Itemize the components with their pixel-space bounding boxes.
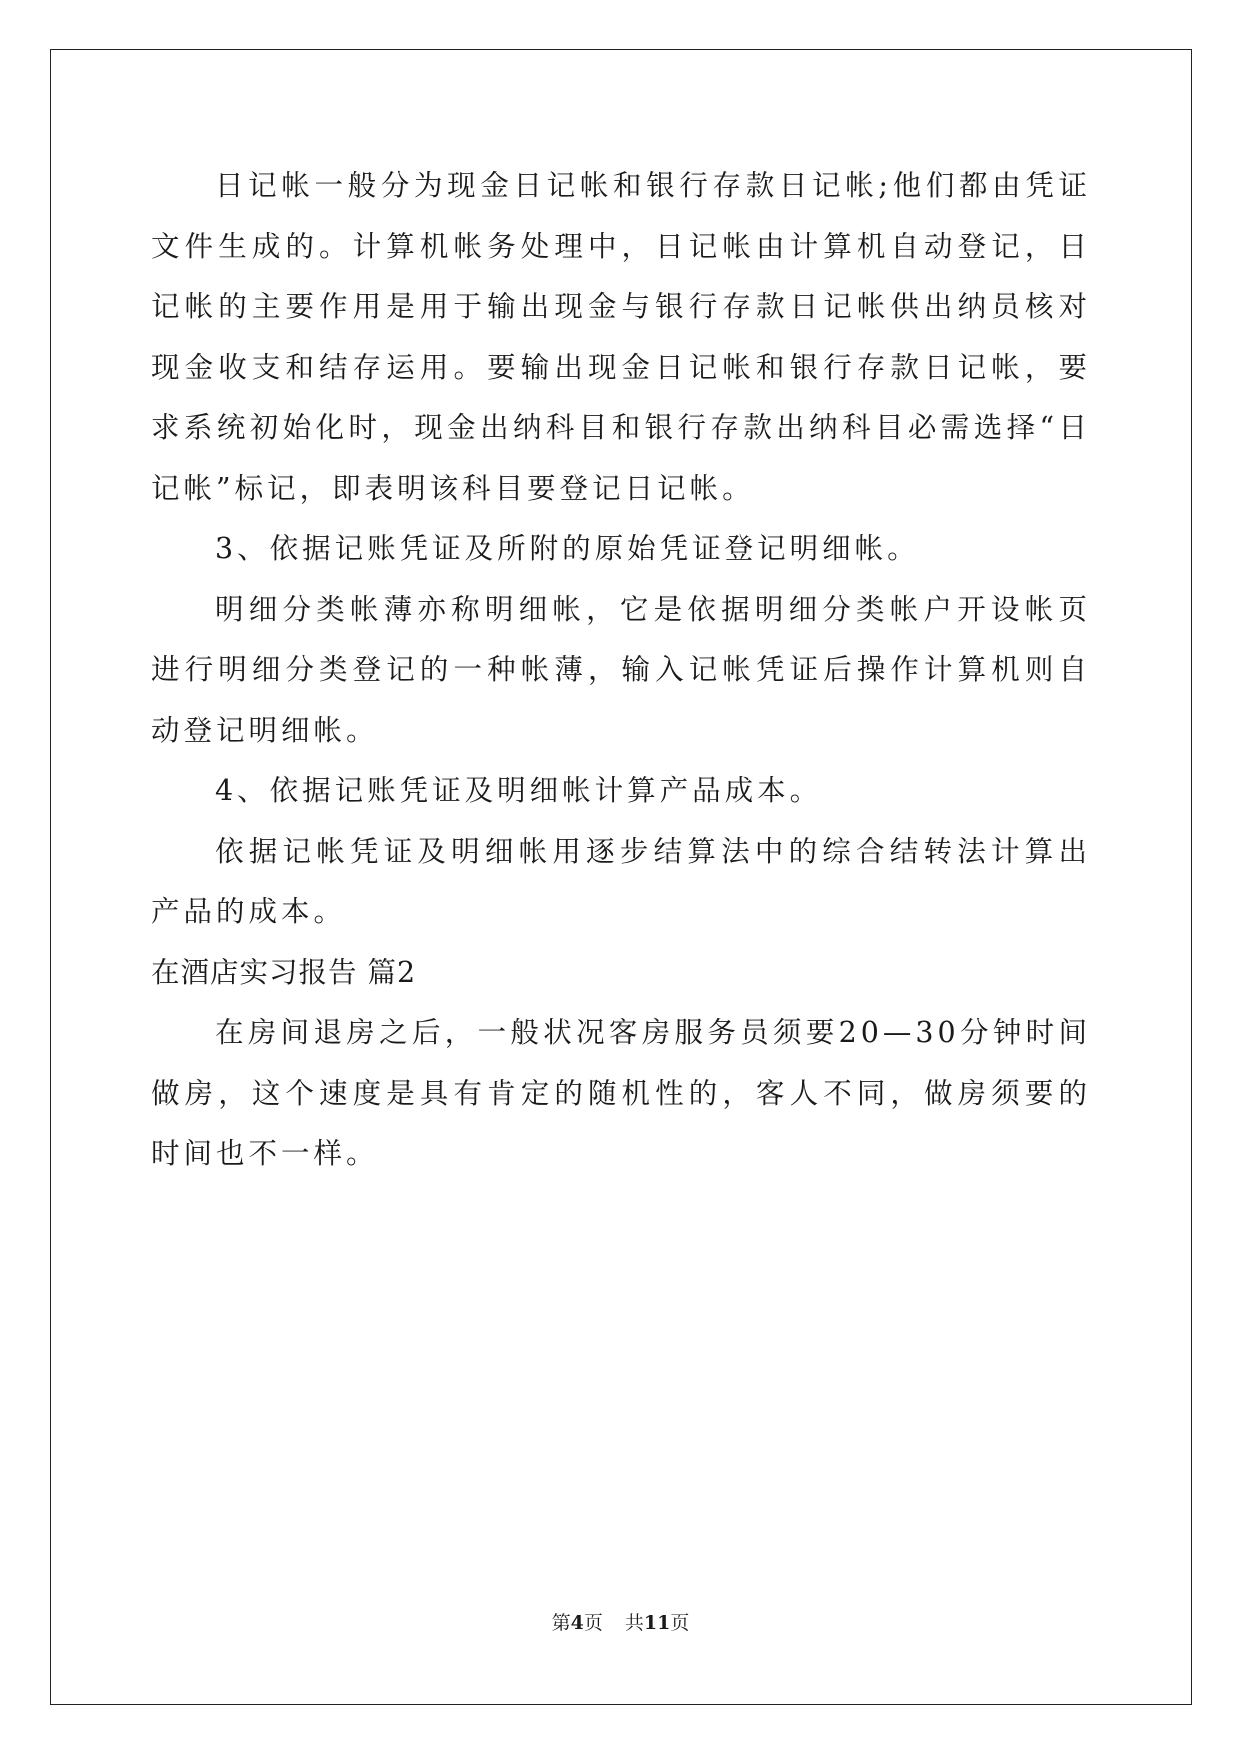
total-unit: 页 xyxy=(670,1612,690,1634)
page-footer xyxy=(0,1608,1241,1635)
document-body xyxy=(151,156,1091,1185)
section-heading: 在酒店实习报告 篇2 xyxy=(151,955,417,989)
page-unit: 页 xyxy=(583,1612,603,1634)
paragraph-journal-description: 日记帐一般分为现金日记帐和银行存款日记帐;他们都由凭证文件生成的。计算机帐务处理中，日记帐由计算机自动登记，日记帐的主要作用是用于输出现金与银行存款日记帐供出纳员核对现金收支和结存运用。要输出现金日记帐和银行存款日记帐，要求系统初始化时，现金出纳科目和银行存款出纳科目必需选择“日记帐”标记，即表明该科目要登记日记帐。 xyxy=(151,169,1091,505)
page-current: 4 xyxy=(570,1612,584,1634)
paragraph-ledger-description: 明细分类帐薄亦称明细帐，它是依据明细分类帐户开设帐页进行明细分类登记的一种帐薄，输入记帐凭证后操作计算机则自动登记明细帐。 xyxy=(151,592,1091,747)
paragraph-step-3: 3、依据记账凭证及所附的原始凭证登记明细帐。 xyxy=(215,532,920,565)
paragraph-step-4: 4、依据记账凭证及明细帐计算产品成本。 xyxy=(215,774,823,807)
paragraph-cost-calculation: 依据记帐凭证及明细帐用逐步结算法中的综合结转法计算出产品的成本。 xyxy=(151,834,1091,928)
page-prefix: 第 xyxy=(551,1612,571,1634)
total-prefix: 共 xyxy=(624,1612,644,1634)
page-total: 11 xyxy=(643,1612,671,1634)
paragraph-room-cleaning: 在房间退房之后，一般状况客房服务员须要20—30分钟时间做房，这个速度是具有肯定的随机性的，客人不同，做房须要的时间也不一样。 xyxy=(151,1016,1091,1170)
